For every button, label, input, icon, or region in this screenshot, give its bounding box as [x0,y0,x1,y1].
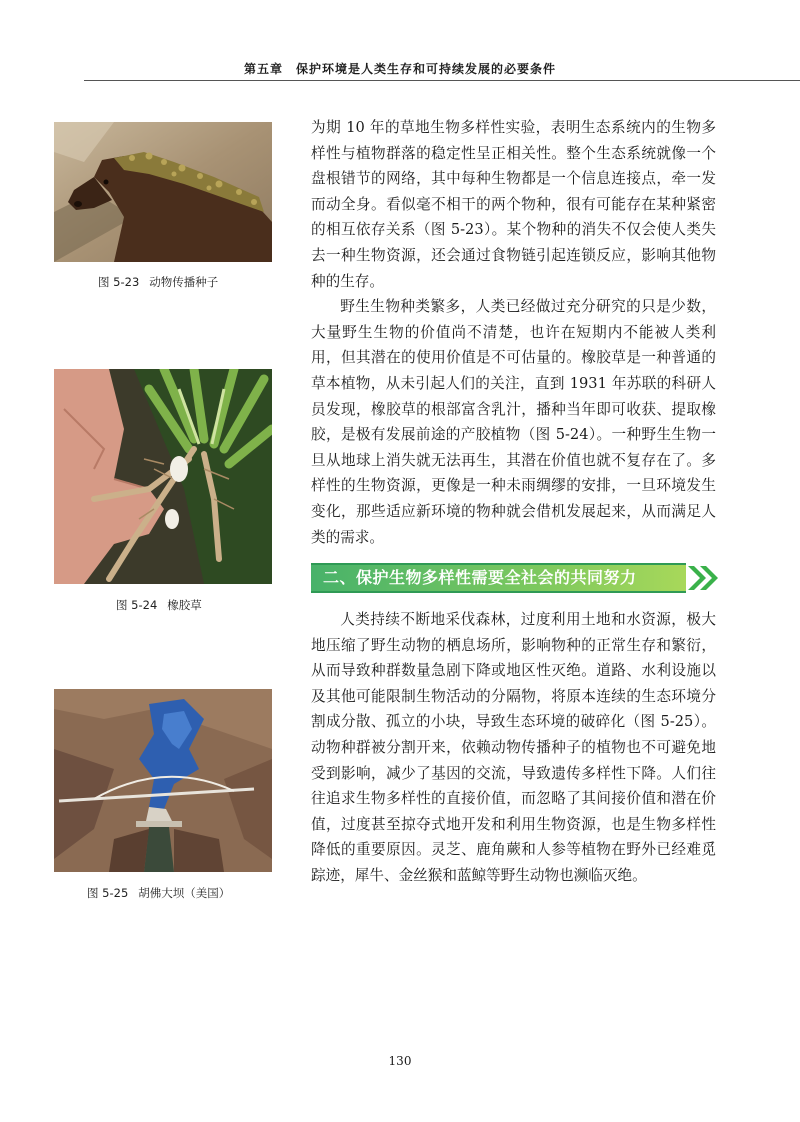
figure-caption-5-25 [87,885,230,901]
figure-title: 橡胶草 [167,598,202,612]
figure-rubber-grass-photo [54,369,272,584]
figure-caption-5-23 [98,274,218,290]
figure-number: 图 5-23 [98,275,140,289]
paragraph-human-impact: 人类持续不断地采伐森林，过度利用土地和水资源，极大地压缩了野生动物的栖息场所，影响物种的正常生存和繁衍，从而导致种群数量急剧下降或地区性灭绝。道路、水利设施以及其他可能限制生物活动的分隔物，将原本连续的生态环境分割成分散、孤立的小块，导致生态环境的破碎化（图 5-25）。动物种群被分割开来，依赖动物传播种子的植物也不可避免地受到影响，减少了基因的交流，导致遗传多样性下降。人们往往追求生物多样性的直接价值，而忽略了其间接价值和潜在价值，过度甚至掠夺式地开发和利用生物资源，也是生物多样性降低的重要原因。灵芝、鹿角蕨和人参等植物在野外已经难觅踪迹，犀牛、金丝猴和蓝鲸等野生动物也濒临灭绝。 [311,611,716,884]
section-heading: 二、保护生物多样性需要全社会的共同努力 [311,563,686,593]
page-number: 130 [388,1054,412,1068]
paragraph-wild-species-value: 野生生物种类繁多，人类已经做过充分研究的只是少数，大量野生生物的价值尚不清楚，也许在短期内不能被人类利用，但其潜在的使用价值是不可估量的。橡胶草是一种普通的草本植物，从未引起人们的关注，直到 1931 年苏联的科研人员发现，橡胶草的根部富含乳汁，播种当年即可收获、提取橡胶，是极有发展前途的产胶植物（图 5-24）。一种野生生物一旦从地球上消失就无法再生，其潜在价值也就不复存在了。多样性的生物资源，更像是一种未雨绸缪的安排，一旦环境发生变化，那些适应新环境的物种就会借机发展起来，从而满足人类的需求。 [311,298,716,546]
paragraph-biodiversity-stability: 为期 10 年的草地生物多样性实验，表明生态系统内的生物多样性与植物群落的稳定性呈正相关性。整个生态系统就像一个盘根错节的网络，其中每种生物都是一个信息连接点，牵一发而动全身。看似毫不相干的两个物种，很有可能存在某种紧密的相互依存关系（图 5-23）。某个物种的消失不仅会使人类失去一种生物资源，还会通过食物链引起连锁反应，影响其他物种的生存。 [311,119,716,290]
figure-title: 胡佛大坝（美国） [138,886,231,900]
figure-title: 动物传播种子 [149,275,219,289]
figure-caption-5-24 [116,597,202,613]
figure-number: 图 5-25 [87,886,129,900]
body-text-upper [311,115,716,550]
figure-hoover-dam-photo [54,689,272,872]
chapter-header: 第五章 保护环境是人类生存和可持续发展的必要条件 [243,62,556,76]
header-divider [84,80,800,81]
body-text-lower [311,607,716,889]
figure-animal-seed-dispersal-photo [54,122,272,262]
figure-number: 图 5-24 [116,598,158,612]
double-chevron-icon [686,563,720,593]
